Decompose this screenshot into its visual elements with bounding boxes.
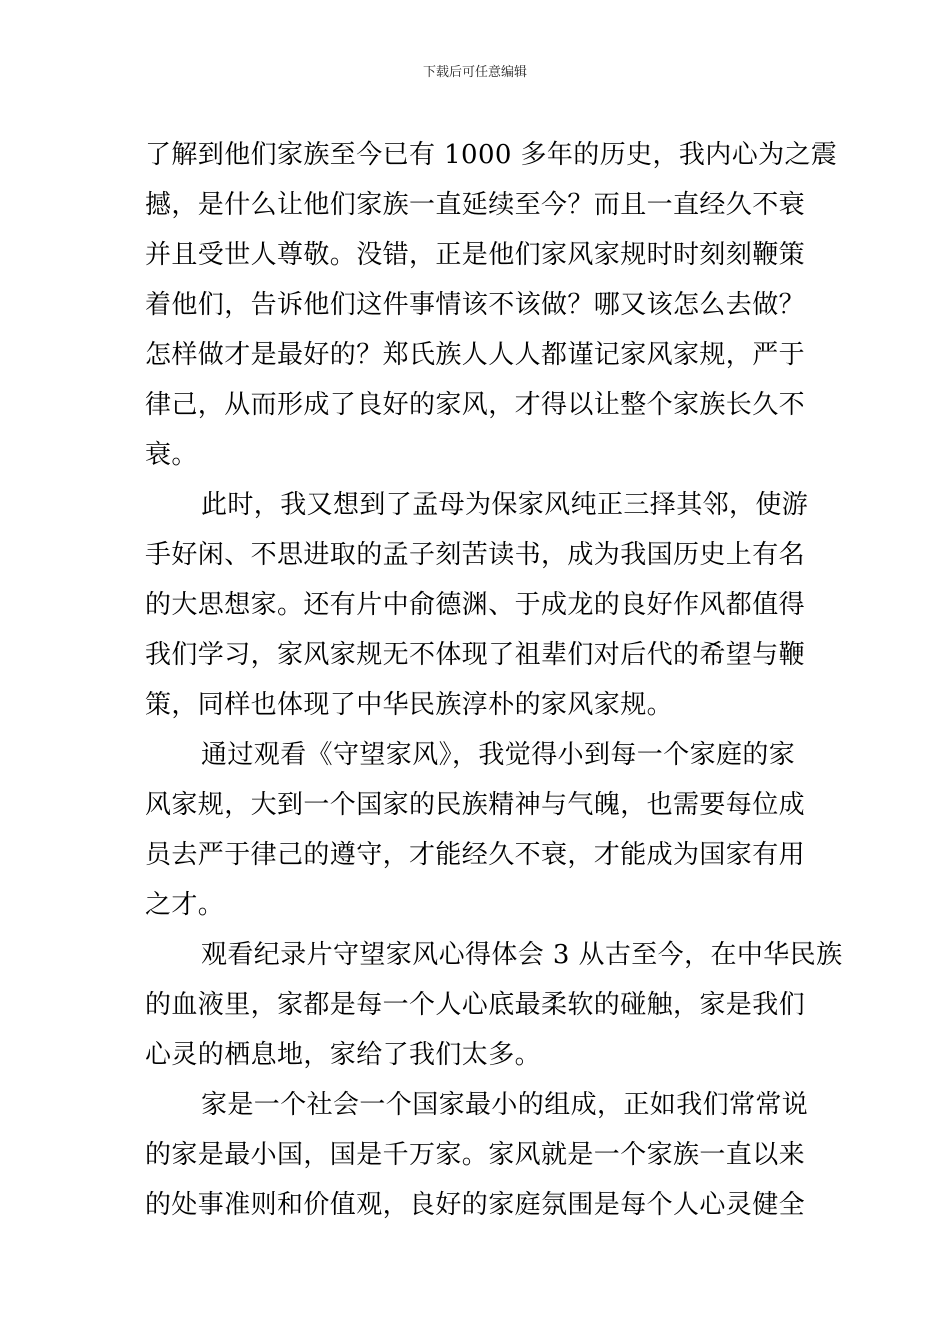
text-line: 着他们，告诉他们这件事情该不该做？哪又该怎么去做？ [145,290,806,320]
text-line: 手好闲、不思进取的孟子刻苦读书，成为我国历史上有名 [145,540,806,570]
text-line: 的大思想家。还有片中俞德渊、于成龙的良好作风都值得 [145,590,806,620]
document-body [145,130,843,1230]
text-line: 我们学习，家风家规无不体现了祖辈们对后代的希望与鞭 [145,640,806,670]
text-line: 通过观看《守望家风》，我觉得小到每一个家庭的家 [201,740,796,770]
text-line: 家是一个社会一个国家最小的组成，正如我们常常说 [201,1090,809,1120]
text-line: 策，同样也体现了中华民族淳朴的家风家规。 [145,690,674,720]
paragraph [145,1080,810,1230]
page-header: 下载后可任意编辑 [422,65,527,80]
text-line: 之才。 [145,890,225,920]
text-line: 了解到他们家族至今已有 1000 多年的历史，我内心为之震 [145,140,838,170]
text-line: 心灵的栖息地，家给了我们太多。 [145,1040,542,1070]
paragraph [145,730,810,930]
text-line: 律己，从而形成了良好的家风，才得以让整个家族长久不 [145,390,806,420]
text-line: 的血液里，家都是每一个人心底最柔软的碰触，家是我们 [145,990,806,1020]
text-line: 员去严于律己的遵守，才能经久不衰，才能成为国家有用 [145,840,806,870]
text-line: 观看纪录片守望家风心得体会 3 从古至今，在中华民族 [201,940,843,970]
paragraph [145,930,843,1080]
paragraph [145,480,810,730]
text-line: 衰。 [145,440,198,470]
text-line: 撼，是什么让他们家族一直延续至今？而且一直经久不衰 [145,190,806,220]
text-line: 风家规，大到一个国家的民族精神与气魄，也需要每位成 [145,790,806,820]
text-line: 怎样做才是最好的？郑氏族人人人都谨记家风家规，严于 [145,340,806,370]
text-line: 并且受世人尊敬。没错，正是他们家风家规时时刻刻鞭策 [145,240,806,270]
text-line: 的处事准则和价值观，良好的家庭氛围是每个人心灵健全 [145,1190,806,1220]
text-line: 的家是最小国，国是千万家。家风就是一个家族一直以来 [145,1140,806,1170]
text-line: 此时，我又想到了孟母为保家风纯正三择其邻，使游 [201,490,809,520]
paragraph [145,130,838,480]
